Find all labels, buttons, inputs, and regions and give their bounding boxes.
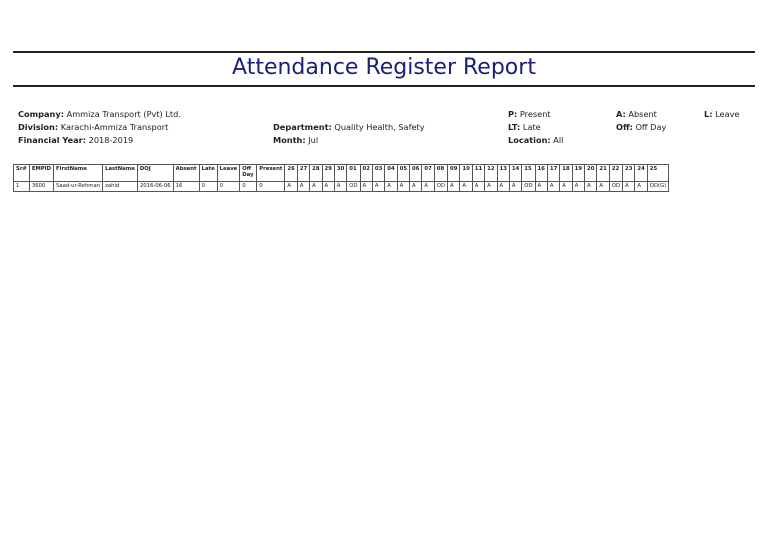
- table-cell: 0: [217, 182, 240, 192]
- table-cell: A: [623, 182, 635, 192]
- company-info: [18, 109, 181, 119]
- financial-year-value: 2018-2019: [88, 135, 134, 145]
- month-label: Month:: [273, 135, 306, 145]
- legend-l-text: Leave: [715, 109, 740, 119]
- legend-lt-text: Late: [522, 122, 541, 132]
- column-header: Present: [257, 165, 285, 182]
- table-cell: A: [472, 182, 484, 192]
- table-cell: A: [285, 182, 297, 192]
- column-header: 19: [572, 165, 584, 182]
- table-cell: A: [448, 182, 460, 192]
- location-info: [508, 135, 563, 145]
- department-info: [273, 122, 425, 132]
- division-info: [18, 122, 168, 132]
- table-cell: A: [597, 182, 609, 192]
- column-header: 22: [609, 165, 622, 182]
- column-header: 30: [334, 165, 346, 182]
- table-cell: 1: [14, 182, 30, 192]
- column-header: Leave: [217, 165, 240, 182]
- table-cell: OD(G): [647, 182, 669, 192]
- column-header: 23: [623, 165, 635, 182]
- table-cell: OD: [347, 182, 360, 192]
- column-header: Late: [199, 165, 217, 182]
- column-header: Off Day: [240, 165, 257, 182]
- table-cell: OD: [522, 182, 535, 192]
- legend-present: [508, 109, 551, 119]
- column-header: 04: [385, 165, 397, 182]
- column-header: 16: [535, 165, 547, 182]
- column-header: 28: [310, 165, 322, 182]
- column-header: 26: [285, 165, 297, 182]
- table-cell: A: [397, 182, 409, 192]
- department-value: Quality Health, Safety: [334, 122, 425, 132]
- table-cell: A: [322, 182, 334, 192]
- legend-off-text: Off Day: [635, 122, 667, 132]
- column-header: 15: [522, 165, 535, 182]
- column-header: 01: [347, 165, 360, 182]
- financial-year-info: [18, 135, 133, 145]
- table-cell: 16: [173, 182, 199, 192]
- table-body: [14, 182, 669, 192]
- financial-year-label: Financial Year:: [18, 135, 86, 145]
- table-cell: 2016-06-06: [137, 182, 173, 192]
- table-cell: A: [334, 182, 346, 192]
- table-cell: A: [460, 182, 472, 192]
- legend-p-label: P:: [508, 109, 518, 119]
- column-header: 17: [547, 165, 559, 182]
- table-cell: A: [635, 182, 647, 192]
- column-header: 14: [509, 165, 521, 182]
- legend-l-label: L:: [704, 109, 713, 119]
- table-cell: A: [372, 182, 384, 192]
- column-header: 20: [585, 165, 597, 182]
- table-cell: A: [585, 182, 597, 192]
- legend-lt-label: LT:: [508, 122, 521, 132]
- table-row: [14, 182, 669, 192]
- table-cell: OD: [609, 182, 622, 192]
- column-header: 21: [597, 165, 609, 182]
- table-cell: zahid: [103, 182, 138, 192]
- location-label: Location:: [508, 135, 551, 145]
- table-cell: A: [297, 182, 309, 192]
- legend-a-label: A:: [616, 109, 626, 119]
- attendance-table: [13, 164, 669, 192]
- column-header: 08: [434, 165, 447, 182]
- column-header: 10: [460, 165, 472, 182]
- legend-absent: [616, 109, 657, 119]
- table-header: [14, 165, 669, 182]
- division-label: Division:: [18, 122, 59, 132]
- table-cell: A: [497, 182, 509, 192]
- legend-leave: [704, 109, 739, 119]
- column-header: 07: [422, 165, 434, 182]
- department-label: Department:: [273, 122, 332, 132]
- column-header: 27: [297, 165, 309, 182]
- legend-late: [508, 122, 541, 132]
- column-header: Absent: [173, 165, 199, 182]
- table-cell: A: [535, 182, 547, 192]
- column-header: FirstName: [54, 165, 103, 182]
- legend-a-text: Absent: [628, 109, 657, 119]
- header-row: [14, 165, 669, 182]
- column-header: DOJ: [137, 165, 173, 182]
- column-header: LastName: [103, 165, 138, 182]
- month-value: Jul: [308, 135, 319, 145]
- table-cell: A: [360, 182, 372, 192]
- column-header: 24: [635, 165, 647, 182]
- company-label: Company:: [18, 109, 64, 119]
- table-cell: Saad-ur-Rehman: [54, 182, 103, 192]
- column-header: 18: [560, 165, 572, 182]
- column-header: 09: [448, 165, 460, 182]
- table-cell: 0: [199, 182, 217, 192]
- table-cell: 3600: [29, 182, 53, 192]
- column-header: Sr#: [14, 165, 30, 182]
- table-cell: 0: [240, 182, 257, 192]
- column-header: 29: [322, 165, 334, 182]
- title-underline: [13, 85, 755, 87]
- legend-off-day: [616, 122, 666, 132]
- table-cell: A: [547, 182, 559, 192]
- column-header: EMPID: [29, 165, 53, 182]
- legend-off-label: Off:: [616, 122, 633, 132]
- column-header: 25: [647, 165, 669, 182]
- table-cell: A: [310, 182, 322, 192]
- column-header: 06: [410, 165, 422, 182]
- table-cell: A: [572, 182, 584, 192]
- location-value: All: [553, 135, 564, 145]
- column-header: 03: [372, 165, 384, 182]
- company-value: Ammiza Transport (Pvt) Ltd.: [66, 109, 181, 119]
- column-header: 05: [397, 165, 409, 182]
- table-cell: A: [422, 182, 434, 192]
- table-cell: A: [560, 182, 572, 192]
- column-header: 13: [497, 165, 509, 182]
- column-header: 11: [472, 165, 484, 182]
- legend-p-text: Present: [519, 109, 551, 119]
- table-cell: A: [485, 182, 497, 192]
- report-title: Attendance Register Report: [232, 55, 536, 80]
- table-cell: OD: [434, 182, 447, 192]
- top-rule: [13, 51, 755, 53]
- table-cell: 0: [257, 182, 285, 192]
- table-cell: A: [410, 182, 422, 192]
- table-cell: A: [509, 182, 521, 192]
- month-info: [273, 135, 318, 145]
- column-header: 12: [485, 165, 497, 182]
- column-header: 02: [360, 165, 372, 182]
- division-value: Karachi-Ammiza Transport: [60, 122, 169, 132]
- table-cell: A: [385, 182, 397, 192]
